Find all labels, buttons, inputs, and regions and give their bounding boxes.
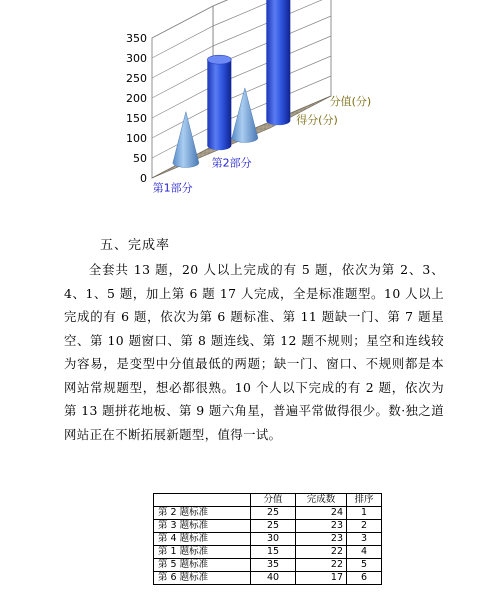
row-score: 15: [251, 546, 296, 559]
row-score: 25: [251, 507, 296, 520]
y-tick-label: 50: [133, 152, 147, 165]
row-name: 第 2 题标准: [154, 507, 251, 520]
row-name: 第 3 题标准: [154, 520, 251, 533]
row-name: 第 1 题标准: [154, 546, 251, 559]
row-done: 22: [296, 559, 347, 572]
row-rank: 2: [347, 520, 382, 533]
cylinder-bar: [266, 0, 290, 125]
table-row: [154, 507, 382, 520]
y-tick-label: 350: [126, 32, 147, 45]
x-tick-label: 第2部分: [211, 156, 252, 170]
series-label: 得分(分): [296, 113, 338, 127]
row-rank: 1: [347, 507, 382, 520]
table-header-row: [154, 494, 382, 507]
y-tick-label: 0: [140, 172, 147, 185]
row-rank: 3: [347, 533, 382, 546]
row-name: 第 4 题标准: [154, 533, 251, 546]
row-rank: 4: [347, 546, 382, 559]
y-tick-label: 150: [126, 112, 147, 125]
row-done: 23: [296, 520, 347, 533]
row-done: 24: [296, 507, 347, 520]
table-row: [154, 572, 382, 585]
row-score: 25: [251, 520, 296, 533]
row-score: 35: [251, 559, 296, 572]
row-rank: 6: [347, 572, 382, 585]
y-tick-label: 200: [126, 92, 147, 105]
row-rank: 5: [347, 559, 382, 572]
header-name: [154, 494, 251, 507]
completion-3d-chart: [0, 0, 501, 235]
table-row: [154, 520, 382, 533]
x-tick-label: 第1部分: [152, 181, 193, 195]
section-paragraph: 全套共 13 题，20 人以上完成的有 5 题，依次为第 2、3、4、1、5 题，加上第 6 题 17 人完成，全是标准题型。10 人以上完成的有 6 题，依次为第 6 题标准、第 11 题缺一门、第 7 题星空、第 10 题窗口、第 8 题连线、第 12 题不规则；星空和连线较为容易，是变型中分值最低的两题；缺一门、窗口、不规则都是本网站常规题型，想必都很熟。10 个人以下完成的有 2 题，依次为第 13 题拼花地板、第 9 题六角星，普遍平常做得很少。数·独之道网站正在不断拓展新题型，值得一试。: [64, 262, 444, 442]
header-done: 完成数: [296, 494, 347, 507]
header-rank: 排序: [347, 494, 382, 507]
table-row: [154, 546, 382, 559]
row-score: 40: [251, 572, 296, 585]
cylinder-bar: [207, 60, 231, 151]
header-score: 分值: [251, 494, 296, 507]
row-name: 第 6 题标准: [154, 572, 251, 585]
row-done: 17: [296, 572, 347, 585]
section-heading: 五、完成率: [100, 238, 171, 253]
completion-table: [153, 493, 382, 585]
series-label: 分值(分): [329, 95, 372, 109]
y-tick-label: 250: [126, 72, 147, 85]
row-done: 23: [296, 533, 347, 546]
table-row: [154, 533, 382, 546]
row-done: 22: [296, 546, 347, 559]
cylinder-bar-top: [207, 55, 231, 64]
y-tick-label: 300: [126, 52, 147, 65]
y-tick-label: 100: [126, 132, 147, 145]
table-row: [154, 559, 382, 572]
row-score: 30: [251, 533, 296, 546]
row-name: 第 5 题标准: [154, 559, 251, 572]
